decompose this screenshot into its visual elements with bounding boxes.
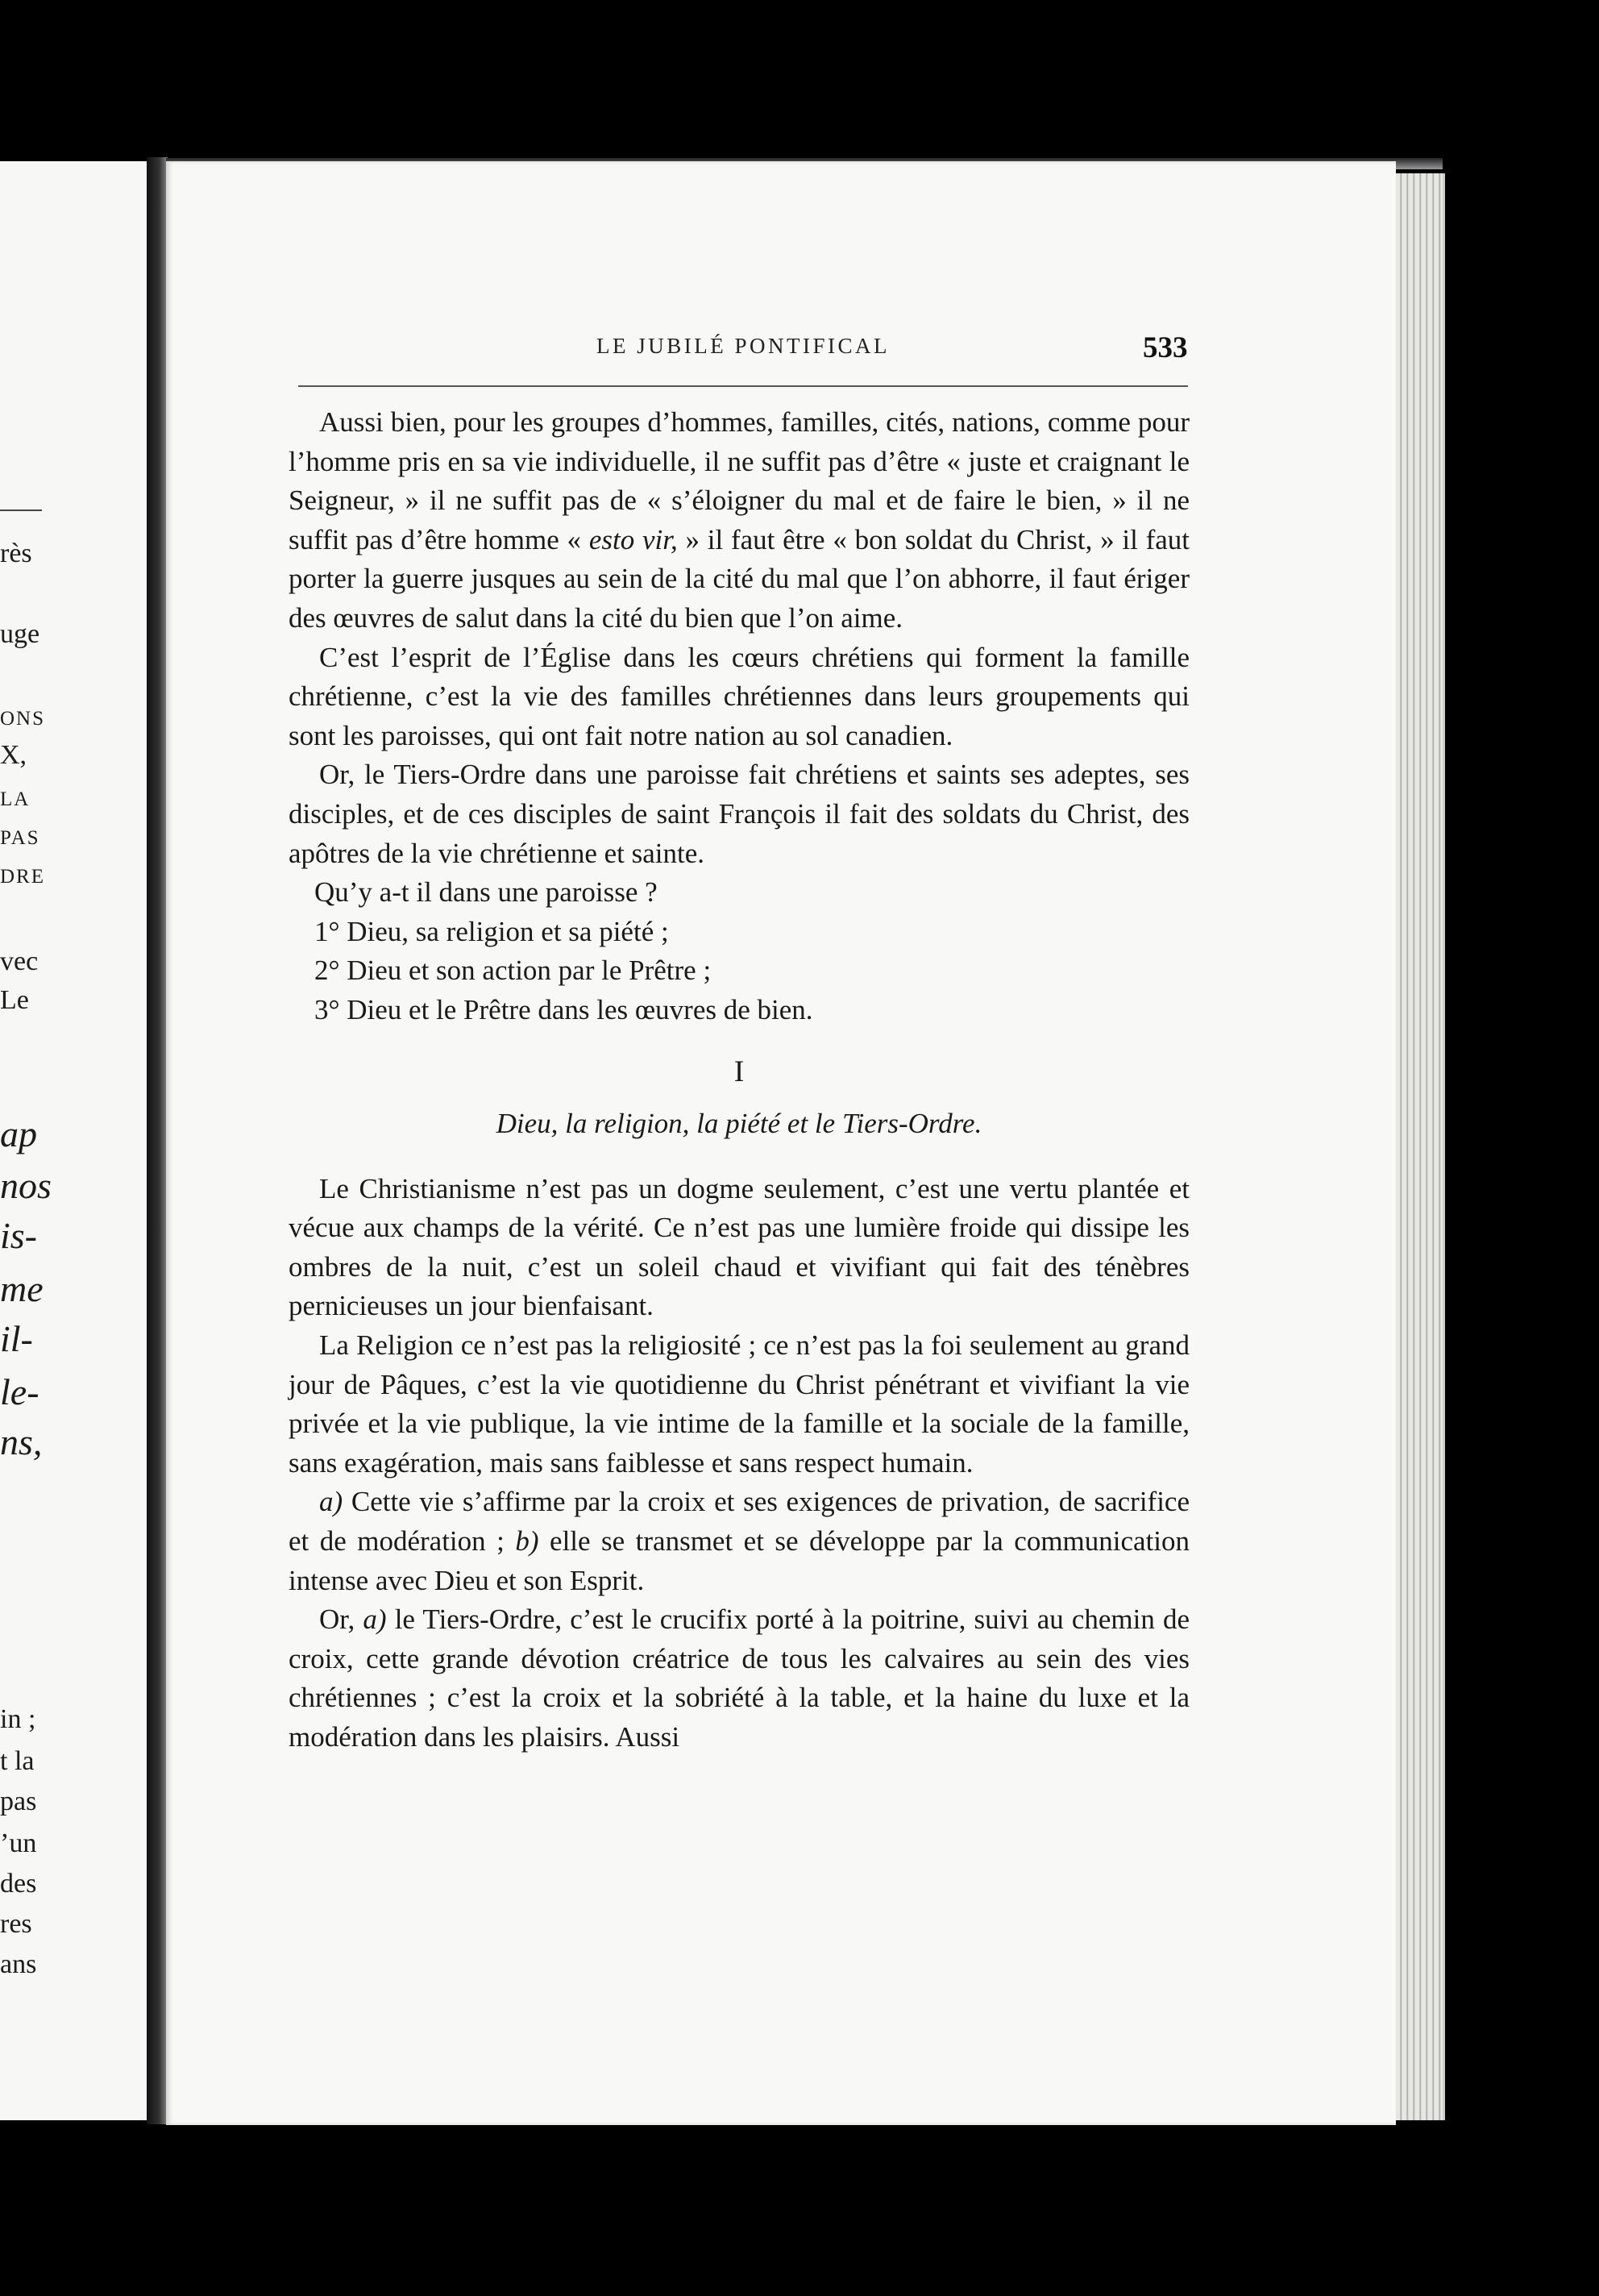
latin-phrase: esto vir, bbox=[588, 523, 678, 555]
previous-page-fragment: le- bbox=[0, 1371, 39, 1412]
paragraph-text: Aussi bien, pour les groupes d’hommes, familles, cités, nations, comme pour l’homme pris en sa vie individuelle, il ne suffit pas d’être « juste et craignant le Seigneur, » il ne suffit pas de « s’éloigner du mal et de faire le bien, » il ne suffit pas d’être homme « bbox=[289, 406, 1190, 555]
previous-page-header-rule bbox=[0, 510, 42, 511]
previous-page-fragment: uge bbox=[0, 619, 40, 649]
previous-page-fragment: Le bbox=[0, 985, 29, 1015]
section-title: Dieu, la religion, la piété et le Tiers-Ordre. bbox=[496, 1108, 982, 1140]
previous-page-fragment: ONS bbox=[0, 708, 46, 730]
item-marker: a) bbox=[363, 1603, 387, 1636]
previous-page-fragment: des bbox=[0, 1869, 37, 1899]
paragraph-text: elle se transmet et se développe par la communication intense avec Dieu et son Esprit. bbox=[289, 1525, 1190, 1596]
paragraph: Le Christianisme n’est pas un dogme seulement, c’est une vertu plantée et vécue aux champs de la vérité. Ce n’est pas une lumière froide qui dissipe les ombres de la nuit, c’est un soleil chaud et vivifiant qui fait des ténèbres pernicieuses un jour bienfaisant. bbox=[289, 1172, 1190, 1322]
previous-page-fragment: t la bbox=[0, 1746, 35, 1776]
list-item: 2° Dieu et son action par le Prêtre ; bbox=[314, 955, 712, 987]
previous-page-fragment: nos bbox=[0, 1165, 52, 1206]
previous-page-fragment: ns, bbox=[0, 1421, 43, 1462]
paragraph bbox=[289, 403, 1190, 638]
previous-page-fragment: il- bbox=[0, 1318, 33, 1359]
running-title: LE JUBILÉ PONTIFICAL bbox=[596, 334, 890, 358]
previous-page-fragment: DRE bbox=[0, 866, 45, 888]
previous-page-fragment: pas bbox=[0, 1786, 37, 1816]
paragraph: C’est l’esprit de l’Église dans les cœurs chrétiens qui forment la famille chrétienne, c’est la vie des familles chrétiennes dans leurs groupements qui sont les paroisses, qui ont fait notre nation au sol canadien. bbox=[289, 641, 1190, 751]
previous-page-fragment: ans bbox=[0, 1949, 37, 1979]
paragraph: La Religion ce n’est pas la religiosité ; ce n’est pas la foi seulement au grand jour de Pâques, c’est la vie quotidienne du Christ pénétrant et vivifiant la vie privée et la vie publique, la vie intime de la famille et la sociale de la famille, sans exagération, mais sans faiblesse et sans respect humain. bbox=[289, 1329, 1190, 1479]
previous-page-fragment: res bbox=[0, 1909, 32, 1939]
previous-page-fragment: LA bbox=[0, 788, 31, 810]
item-marker: a) bbox=[319, 1486, 343, 1518]
previous-page-fragment: ap bbox=[0, 1113, 37, 1154]
list-item: 3° Dieu et le Prêtre dans les œuvres de bien. bbox=[314, 993, 813, 1025]
header-rule bbox=[298, 385, 1188, 387]
paragraph: Or, le Tiers-Ordre dans une paroisse fait chrétiens et saints ses adeptes, ses disciples, et de ces disciples de saint François il fait des soldats du Christ, des apôtres de la vie chrétienne et sainte. bbox=[289, 759, 1190, 869]
previous-page-fragment: ’un bbox=[0, 1828, 37, 1858]
paragraph-text: » il faut être « bon soldat du Christ, » il faut porter la guerre jusques au sein de la cité du mal que l’on abhorre, il faut ériger des œuvres de salut dans la cité du bien que l’on aime. bbox=[289, 523, 1190, 634]
previous-page-fragment: X, bbox=[0, 740, 27, 770]
book-gutter bbox=[147, 157, 168, 2124]
paragraph bbox=[289, 1600, 1190, 1757]
item-marker: b) bbox=[515, 1525, 539, 1558]
list-item: 1° Dieu, sa religion et sa piété ; bbox=[314, 915, 669, 947]
page-number: 533 bbox=[1143, 331, 1188, 364]
previous-page-fragment: in ; bbox=[0, 1704, 36, 1734]
previous-page-fragment: rès bbox=[0, 539, 32, 568]
previous-page-fragment: PAS bbox=[0, 827, 40, 849]
previous-page-fragment: is- bbox=[0, 1215, 37, 1256]
paragraph-text: le Tiers-Ordre, c’est le crucifix porté à la poitrine, suivi au chemin de croix, cette grande dévotion créatrice de tous les calvaires au sein des vies chrétiennes ; c’est la croix et la sobriété à la table, et la haine du luxe et la modération dans les plaisirs. Aussi bbox=[289, 1603, 1190, 1753]
paragraph-text: Cette vie s’affirme par la croix et ses exigences de privation, de sacrifice et de modération ; bbox=[289, 1486, 1190, 1558]
previous-page-fragment: me bbox=[0, 1268, 44, 1309]
list-intro: Qu’y a-t il dans une paroisse ? bbox=[314, 876, 658, 909]
previous-page bbox=[0, 161, 147, 2120]
page-body bbox=[289, 403, 1190, 1757]
page-edges bbox=[1396, 173, 1445, 2120]
section-number: I bbox=[733, 1054, 745, 1088]
previous-page-fragment: vec bbox=[0, 946, 39, 976]
paragraph bbox=[289, 1483, 1190, 1600]
paragraph-text: Or, bbox=[319, 1603, 355, 1636]
